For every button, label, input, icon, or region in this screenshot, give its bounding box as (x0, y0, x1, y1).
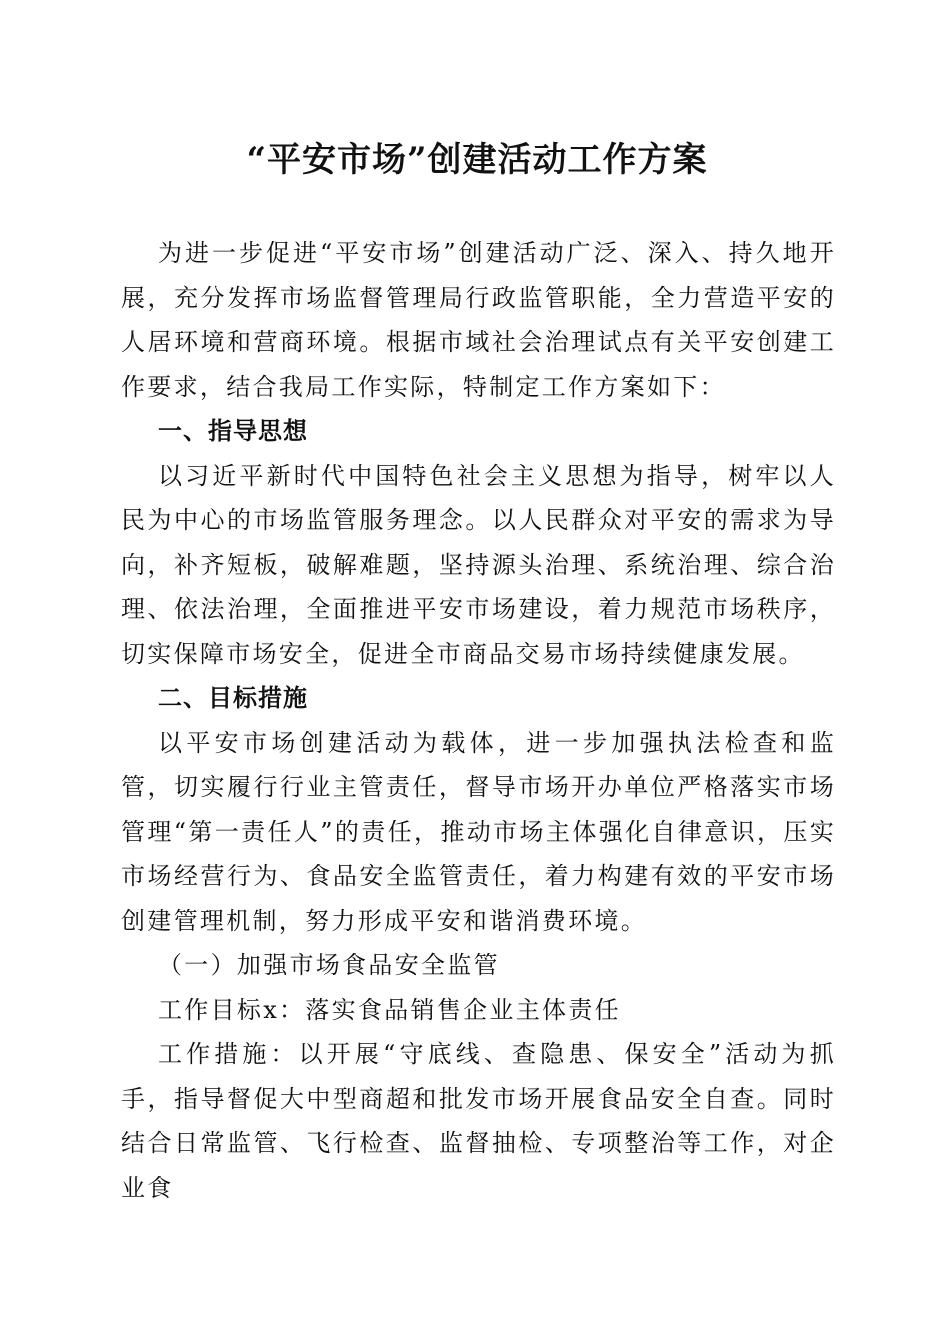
work-goal-line: 工作目标x：落实食品销售企业主体责任 (158, 995, 621, 1024)
section-heading-goals-measures: 二、目标措施 (158, 684, 308, 712)
work-measures-paragraph: 工作措施：以开展“守底线、查隐患、保安全”活动为抓手，指导督促大中型商超和批发市场开展食品安全自查。同时结合日常监管、飞行检查、监督抽检、专项整治等工作，对企业食 (121, 1040, 836, 1202)
subsection-heading-food-safety: （一）加强市场食品安全监管 (158, 951, 500, 979)
intro-paragraph: 为进一步促进“平安市场”创建活动广泛、深入、持久地开展，充分发挥市场监督管理局行政监管职能，全力营造平安的人居环境和营商环境。根据市域社会治理试点有关平安创建工作要求，结合我局工作实际，特制定工作方案如下： (121, 239, 836, 401)
guiding-thought-paragraph: 以习近平新时代中国特色社会主义思想为指导，树牢以人民为中心的市场监管服务理念。以人民群众对平安的需求为导向，补齐短板，破解难题，坚持源头治理、系统治理、综合治理、依法治理，全面推进平安市场建设，着力规范市场秩序，切实保障市场安全，促进全市商品交易市场持续健康发展。 (121, 461, 836, 668)
goals-measures-paragraph: 以平安市场创建活动为载体，进一步加强执法检查和监管，切实履行行业主管责任，督导市场开办单位严格落实市场管理“第一责任人”的责任，推动市场主体强化自律意识，压实市场经营行为、食品安全监管责任，着力构建有效的平安市场创建管理机制，努力形成平安和谐消费环境。 (121, 728, 836, 935)
document-body (121, 231, 836, 1210)
section-heading-guiding-thought: 一、指导思想 (158, 417, 308, 445)
document-title: “平安市场”创建活动工作方案 (246, 140, 708, 180)
